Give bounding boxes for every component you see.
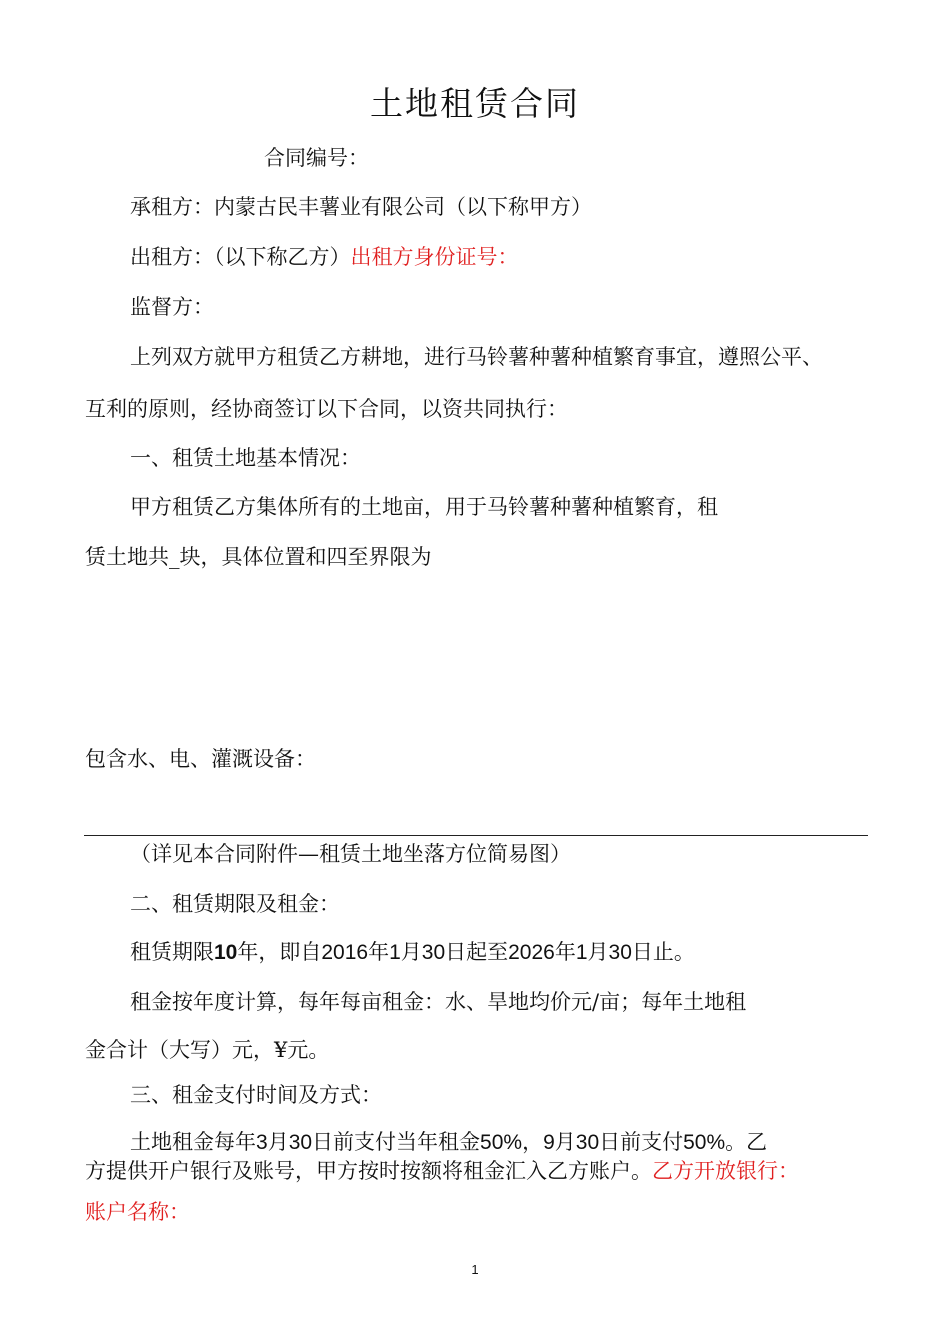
term-text: 租赁期限: [130, 940, 214, 964]
section-1-line-2: 赁土地共_块，具体位置和四至界限为: [85, 545, 432, 569]
pay-day-2: 30: [575, 1131, 600, 1154]
document-title: 土地租赁合同: [370, 84, 580, 123]
lessor-id-label: 出租方身份证号：: [350, 245, 519, 269]
lessor-label: 出租方：（以下称乙方）: [130, 245, 351, 269]
payment-text: 方提供开户银行及账号，甲方按时按额将租金汇入乙方账户。: [85, 1159, 652, 1183]
lessor-line: [130, 243, 519, 271]
pay-text: 日前支付: [599, 1130, 684, 1154]
term-text: 年: [368, 940, 390, 964]
pay-text: 日前支付当年租金: [312, 1130, 481, 1154]
section-2-heading: 二、租赁期限及租金：: [130, 892, 340, 916]
term-text: 月: [587, 940, 609, 964]
term-start-month: 1: [389, 941, 401, 964]
pay-percent-1: 50%: [480, 1131, 523, 1154]
bank-label: 乙方开放银行：: [652, 1159, 799, 1183]
attachment-note: （详见本合同附件—租赁土地坐落方位简易图）: [130, 842, 571, 866]
pay-text: 土地租金每年: [130, 1130, 256, 1154]
pay-percent-2: 50%: [683, 1131, 726, 1154]
term-end-day: 30: [608, 941, 632, 964]
pay-day-1: 30: [288, 1131, 313, 1154]
term-start-year: 2016: [321, 941, 369, 964]
pay-text: ，: [522, 1130, 544, 1154]
term-text: 年，即自: [237, 940, 322, 964]
rent-line-1: 租金按年度计算，每年每亩租金：水、旱地均价元/亩；每年土地租: [130, 990, 747, 1014]
rent-line-2: 金合计（大写）元，¥元。: [85, 1038, 330, 1062]
pay-month-1: 3: [256, 1131, 268, 1154]
term-text: 日起至: [445, 940, 509, 964]
intro-line-2: 互利的原则，经协商签订以下合同，以资共同执行：: [85, 397, 568, 421]
intro-line-1: 上列双方就甲方租赁乙方耕地，进行马铃薯种薯种植繁育事宜，遵照公平、: [130, 345, 823, 369]
signature-underline: [84, 835, 868, 836]
pay-text: 。乙: [725, 1130, 768, 1154]
payment-line-2: [85, 1157, 799, 1185]
term-years: 10: [214, 941, 238, 964]
supervisor-line: 监督方：: [130, 295, 214, 319]
section-1-line-1: 甲方租赁乙方集体所有的土地亩，用于马铃薯种薯种植繁育，租: [130, 495, 718, 519]
term-text: 日止。: [631, 940, 695, 964]
term-text: 年: [554, 940, 576, 964]
page-number: 1: [471, 1262, 479, 1277]
pay-month-2: 9: [543, 1131, 555, 1154]
facilities-line: 包含水、电、灌溉设备：: [85, 747, 316, 771]
section-3-heading: 三、租金支付时间及方式：: [130, 1083, 382, 1107]
pay-text: 月: [267, 1130, 289, 1154]
term-end-month: 1: [575, 941, 588, 964]
lease-term-line: [130, 938, 695, 967]
lessee-line: 承租方：内蒙古民丰薯业有限公司（以下称甲方）: [130, 195, 592, 219]
account-name-label: 账户名称：: [85, 1200, 190, 1224]
term-text: 月: [400, 940, 422, 964]
payment-line-1: [130, 1128, 767, 1157]
contract-number-label: 合同编号：: [264, 146, 369, 170]
section-1-heading: 一、租赁土地基本情况：: [130, 446, 361, 470]
pay-text: 月: [554, 1130, 576, 1154]
term-start-day: 30: [421, 941, 446, 964]
term-end-year: 2026: [508, 941, 555, 964]
